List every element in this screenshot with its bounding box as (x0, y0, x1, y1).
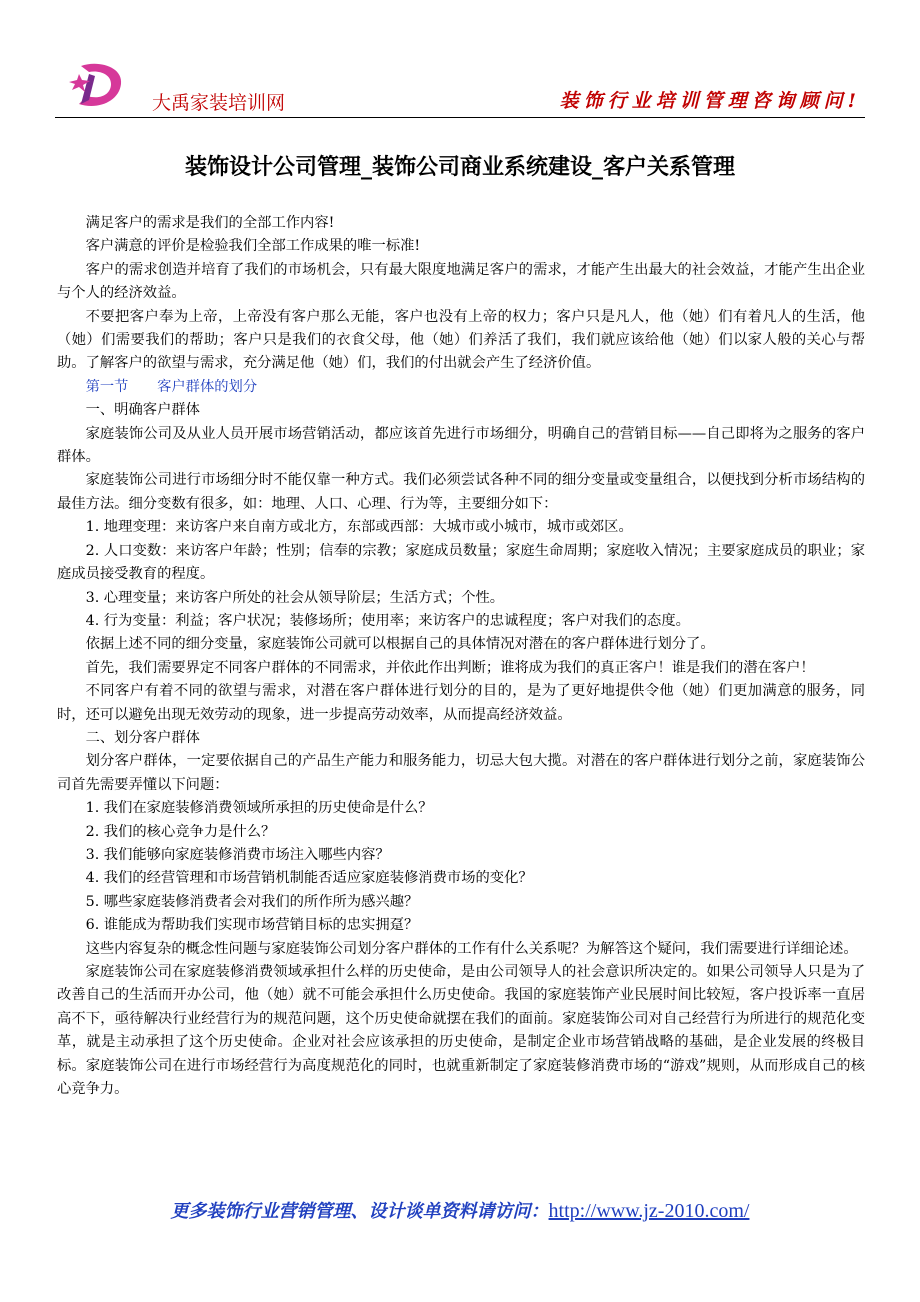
subsection-heading: 一、明确客户群体 (85, 402, 200, 419)
header-divider (55, 117, 865, 118)
document-body (57, 212, 865, 1101)
paragraph: 客户的需求创造并培育了我们的市场机会，只有最大限度地满足客户的需求，才能产生出最大的社会效益，才能产生出企业与个人的经济效益。 (57, 261, 865, 302)
paragraph: 满足客户的需求是我们的全部工作内容! (85, 215, 335, 231)
list-item: 1. 地理变理：来访客户来自南方或北方，东部或西部：大城市或小城市，城市或郊区。 (85, 519, 633, 536)
paragraph: 不要把客户奉为上帝，上帝没有客户那么无能，客户也没有上帝的权力；客户只是凡人，他（她）们有着凡人的生活，他（她）们需要我们的帮助；客户只是我们的衣食父母，他（她）们养活了我们，我们就应该给他（她）们以家人般的关心与帮助。了解客户的欲望与需求，充分满足他（她）们，我们的付出就会产生了经济价值。 (57, 308, 865, 372)
paragraph: 家庭装饰公司及从业人员开展市场营销活动，都应该首先进行市场细分，明确自己的营销目标——自己即将为之服务的客户群体。 (57, 425, 865, 466)
section-heading: 第一节 客户群体的划分 (85, 378, 258, 395)
page-header (55, 58, 865, 118)
paragraph: 这些内容复杂的概念性问题与家庭装饰公司划分客户群体的工作有什么关系呢？为解答这个疑问，我们需要进行详细论述。 (85, 940, 858, 957)
list-item: 1. 我们在家庭装修消费领域所承担的历史使命是什么？ (85, 800, 433, 817)
list-item: 4. 行为变量：利益；客户状况；装修场所；使用率；来访客户的忠诚程度；客户对我们的态度。 (85, 612, 690, 629)
paragraph: 首先，我们需要界定不同客户群体的不同需求，并依此作出判断；谁将成为我们的真正客户！谁是我们的潜在客户！ (85, 659, 815, 676)
paragraph: 划分客户群体，一定要依据自己的产品生产能力和服务能力，切忌大包大揽。对潜在的客户群体进行划分之前，家庭装饰公司首先需要弄懂以下问题： (57, 753, 865, 793)
paragraph: 客户满意的评价是检验我们全部工作成果的唯一标准! (85, 238, 421, 255)
footer-text: 更多装饰行业营销管理、设计谈单资料请访问： (170, 1201, 549, 1222)
list-item: 2. 人口变数：来访客户年龄；性别；信奉的宗教；家庭成员数量；家庭生命周期；家庭收入情况；主要家庭成员的职业；家庭成员接受教育的程度。 (57, 542, 865, 583)
list-item: 5. 哪些家庭装修消费者会对我们的所作所为感兴趣？ (85, 893, 419, 910)
d-swoosh-logo-icon (67, 60, 125, 110)
footer-link[interactable]: http://www.jz-2010.com/ (548, 1200, 750, 1222)
paragraph: 家庭装饰公司在家庭装修消费领域承担什么样的历史使命，是由公司领导人的社会意识所决定的。如果公司领导人只是为了改善自己的生活而开办公司，他（她）就不可能会承担什么历史使命。我国的家庭装饰产业民展时间比较短，客户投诉率一直居高不下，亟待解决行业经营行为的规范问题，这个历史使命就摆在我们的面前。家庭装饰公司对自己经营行为所进行的规范化变革，就是主动承担了这个历史使命。企业对社会应该承担的历史使命，是制定企业市场营销战略的基础，是企业发展的终极目标。家庭装饰公司在进行市场经营行为高度规范化的同时，也就重新制定了家庭装修消费市场的“游戏”规则，从而形成自己的核心竞争力。 (57, 964, 865, 1098)
paragraph: 依据上述不同的细分变量，家庭装饰公司就可以根据自己的具体情况对潜在的客户群体进行划分了。 (85, 636, 715, 653)
site-name: 大禹家装培训网 (152, 92, 286, 114)
list-item: 3. 我们能够向家庭装修消费市场注入哪些内容？ (85, 846, 390, 863)
list-item: 4. 我们的经营管理和市场营销机制能否适应家庭装修消费市场的变化？ (85, 870, 533, 887)
header-slogan: 装饰行业培训管理咨询顾问! (559, 90, 861, 112)
page-footer (55, 1197, 865, 1223)
subsection-heading: 二、划分客户群体 (85, 729, 200, 746)
list-item: 6. 谁能成为帮助我们实现市场营销目标的忠实拥趸？ (85, 917, 419, 934)
list-item: 3. 心理变量；来访客户所处的社会从领导阶层；生活方式；个性。 (85, 589, 505, 606)
document-title: 装饰设计公司管理_装饰公司商业系统建设_客户关系管理 (184, 155, 735, 180)
paragraph: 不同客户有着不同的欲望与需求，对潜在客户群体进行划分的目的，是为了更好地提供令他（她）们更加满意的服务，同时，还可以避免出现无效劳动的现象，进一步提高劳动效率，从而提高经济效益。 (57, 683, 865, 723)
paragraph: 家庭装饰公司进行市场细分时不能仅靠一种方式。我们必须尝试各种不同的细分变量或变量组合，以便找到分析市场结构的最佳方法。细分变数有很多，如：地理、人口、心理、行为等，主要细分如下： (57, 472, 865, 512)
list-item: 2. 我们的核心竞争力是什么？ (85, 823, 276, 840)
